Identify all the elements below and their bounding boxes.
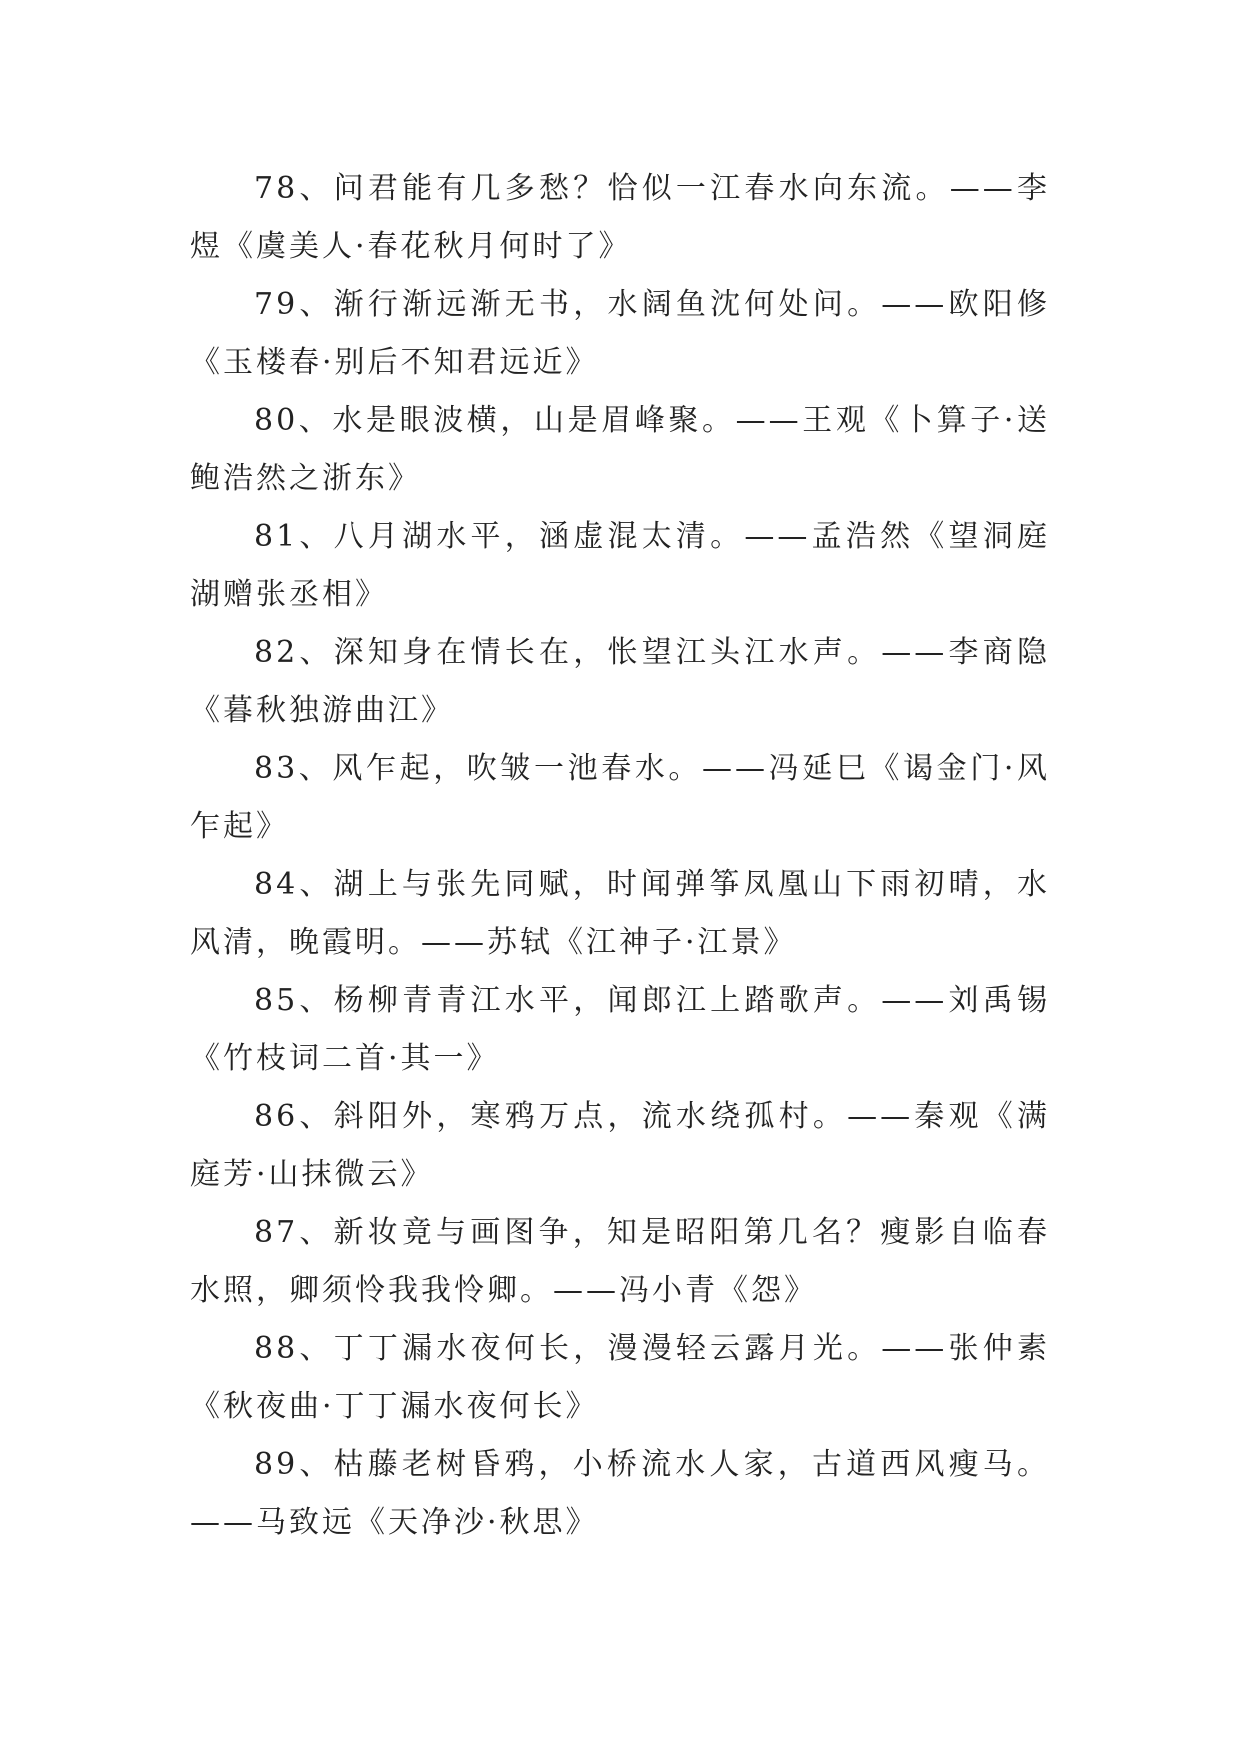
poem-entry-89: 89、枯藤老树昏鸦，小桥流水人家，古道西风瘦马。——马致远《天净沙·秋思》 — [190, 1447, 1050, 1540]
poem-entry-85: 85、杨柳青青江水平，闻郎江上踏歌声。——刘禹锡《竹枝词二首·其一》 — [190, 983, 1050, 1076]
poem-entry-86: 86、斜阳外，寒鸦万点，流水绕孤村。——秦观《满庭芳·山抹微云》 — [190, 1099, 1050, 1192]
poem-entry-79: 79、渐行渐远渐无书，水阔鱼沈何处问。——欧阳修《玉楼春·别后不知君远近》 — [190, 287, 1050, 380]
poem-entry-83: 83、风乍起，吹皱一池春水。——冯延巳《谒金门·风乍起》 — [190, 751, 1050, 844]
poem-entry-80: 80、水是眼波横，山是眉峰聚。——王观《卜算子·送鲍浩然之浙东》 — [190, 403, 1050, 496]
poem-entry-87: 87、新妆竟与画图争，知是昭阳第几名？瘦影自临春水照，卿须怜我我怜卿。——冯小青《怨》 — [190, 1215, 1050, 1308]
poem-entry-88: 88、丁丁漏水夜何长，漫漫轻云露月光。——张仲素《秋夜曲·丁丁漏水夜何长》 — [190, 1331, 1050, 1424]
poem-entry-82: 82、深知身在情长在，怅望江头江水声。——李商隐《暮秋独游曲江》 — [190, 635, 1050, 728]
poem-entry-81: 81、八月湖水平，涵虚混太清。——孟浩然《望洞庭湖赠张丞相》 — [190, 519, 1050, 612]
poem-list — [190, 160, 1050, 1552]
poem-entry-84: 84、湖上与张先同赋，时闻弹筝凤凰山下雨初晴，水风清，晚霞明。——苏轼《江神子·江景》 — [190, 867, 1050, 960]
poem-entry-78: 78、问君能有几多愁？恰似一江春水向东流。——李煜《虞美人·春花秋月何时了》 — [190, 171, 1050, 264]
